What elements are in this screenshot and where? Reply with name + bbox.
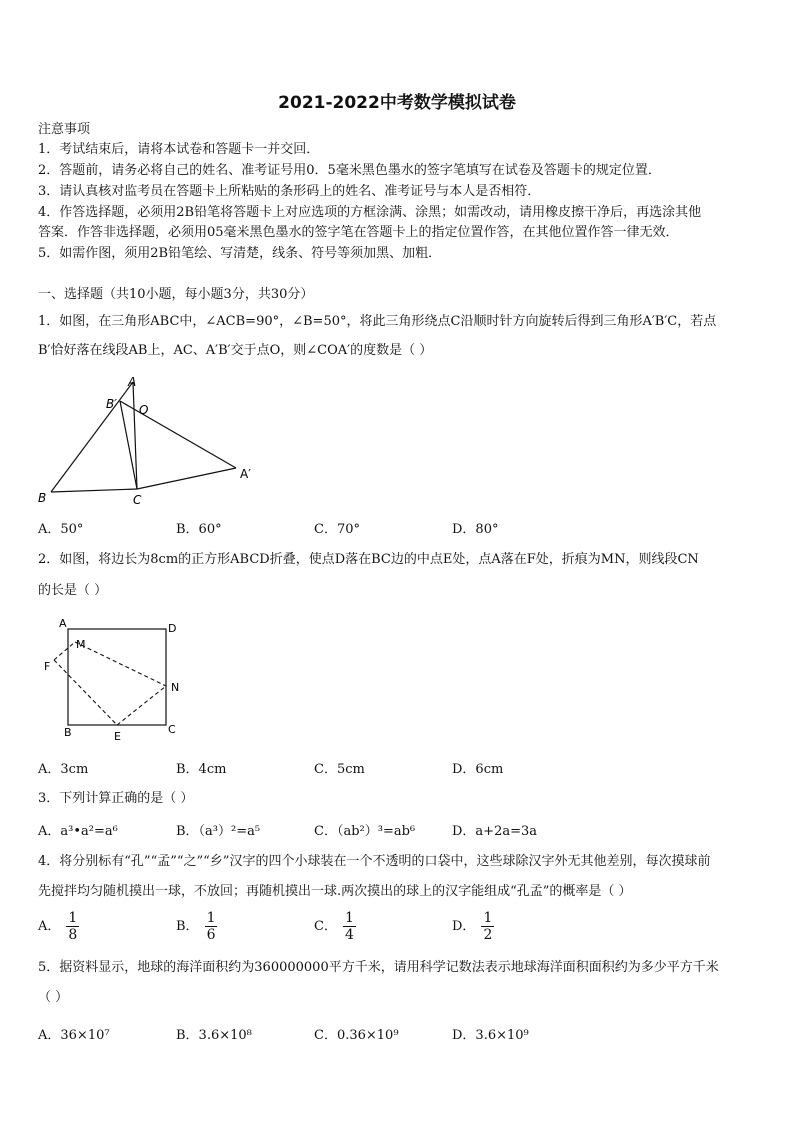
q3-option-a[interactable]: A．a³•a²=a⁶ [38,824,118,839]
notice-item-4-cont: 答案．作答非选择题，必须用05毫米黑色墨水的签字笔在答题卡上的指定位置作答，在其他位置作答一律无效． [38,225,679,240]
q4-option-a[interactable] [38,910,79,943]
segment-bc [51,489,137,492]
q3-option-b[interactable]: B．（a³）²=a⁵ [176,824,261,839]
q5-option-b[interactable]: B．3.6×10⁸ [176,1028,252,1043]
q4-options [38,910,758,950]
label-f: F [44,660,51,673]
q1-option-b[interactable]: B．60° [176,522,222,537]
q1-triangle-figure [36,370,266,510]
page-title: 2021-2022中考数学模拟试卷 [278,93,516,113]
q4-option-a-fraction [66,910,79,943]
q3-stem: 3．下列计算正确的是（ ） [38,791,194,806]
denominator: 2 [483,927,493,943]
segment-b1a1 [120,401,236,468]
label-c: C [168,723,176,736]
fold-line-mn [75,642,166,686]
segment-ba [51,382,133,492]
q5-option-a[interactable]: A．36×10⁷ [38,1028,110,1043]
q4-stem-line2: 先搅拌均匀随机摸出一球，不放回；再随机摸出一球.两次摸出的球上的汉字能组成“孔孟”的概率是（ ） [38,884,632,899]
q4-option-b-label: B． [176,919,199,934]
q1-options [38,518,758,538]
segment-en [117,686,166,725]
q4-option-a-label: A． [38,919,61,934]
q3-options [38,820,758,840]
q3-option-c[interactable]: C．（ab²）³=ab⁶ [314,824,416,839]
q4-option-b-fraction [205,910,218,943]
q5-option-c[interactable]: C．0.36×10⁹ [314,1028,399,1043]
label-a-prime: A′ [240,467,251,481]
segment-fe [54,660,117,725]
denominator: 6 [206,927,216,943]
segment-ca1 [137,468,236,489]
q2-stem-line2: 的长是（ ） [38,583,108,598]
notice-item-3: 3．请认真核对监考员在答题卡上所粘贴的条形码上的姓名、准考证号与本人是否相符． [38,184,541,199]
q2-option-b[interactable]: B．4cm [176,762,227,777]
label-a: A [128,375,137,389]
q4-option-c[interactable] [314,910,356,943]
q5-option-d[interactable]: D．3.6×10⁹ [452,1028,529,1043]
q4-option-b[interactable] [176,910,217,943]
q5-stem-line2: （ ） [38,990,69,1005]
label-b-prime: B′ [106,397,117,411]
numerator: 1 [68,910,78,926]
notice-heading: 注意事项 [38,122,91,137]
q5-options [38,1024,758,1044]
notice-item-5: 5．如需作图，须用2B铅笔绘、写清楚，线条、符号等须加黑、加粗． [38,246,442,261]
label-b: B [64,726,72,739]
q4-option-d[interactable] [452,910,494,943]
label-e: E [114,730,121,743]
label-a: A [59,617,67,630]
numerator: 1 [206,910,216,926]
notice-item-2: 2．答题前，请务必将自己的姓名、准考证号用0．5毫米黑色墨水的签字笔填写在试卷及答题卡的规定位置． [38,163,661,178]
label-n: N [171,681,180,694]
notice-item-4: 4．作答选择题，必须用2B铅笔将答题卡上对应选项的方框涂满、涂黑；如需改动，请用橡皮擦干净后，再选涂其他 [38,205,702,220]
q2-option-c[interactable]: C．5cm [314,762,365,777]
q4-stem-line1: 4．将分别标有“孔”“孟”“之”“乡”汉字的四个小球装在一个不透明的口袋中，这些球除汉字外无其他差别，每次摸球前 [38,854,711,869]
q4-option-c-label: C． [314,919,337,934]
label-m: M [76,638,86,651]
denominator: 8 [68,927,78,943]
denominator: 4 [344,927,354,943]
label-o: O [139,403,149,417]
q1-stem-line2: B′恰好落在线段AB上，AC、A′B′交于点O，则∠COA′的度数是（ ） [38,343,433,358]
q1-stem-line1: 1．如图，在三角形ABC中，∠ACB=90°，∠B=50°，将此三角形绕点C沿顺时针方向旋转后得到三角形A′B′C，若点 [38,314,717,329]
q2-options [38,758,758,778]
numerator: 1 [483,910,493,926]
q5-stem-line1: 5．据资料显示，地球的海洋面积约为360000000平方千米，请用科学记数法表示地球海洋面积面积约为多少平方千米 [38,960,719,975]
notice-item-1: 1．考试结束后，请将本试卷和答题卡一并交回． [38,142,320,157]
q4-option-d-label: D． [452,919,476,934]
q1-option-d[interactable]: D．80° [452,522,499,537]
q2-stem-line1: 2．如图，将边长为8cm的正方形ABCD折叠，使点D落在BC边的中点E处，点A落在F处，折痕为MN，则线段CN [38,552,699,567]
q2-square-figure [40,612,200,744]
q3-option-d[interactable]: D．a+2a=3a [452,824,538,839]
numerator: 1 [344,910,354,926]
q4-option-d-fraction [481,910,494,943]
segment-fm [54,642,75,660]
q1-option-a[interactable]: A．50° [38,522,84,537]
section-heading: 一、选择题（共10小题，每小题3分，共30分） [38,287,314,302]
label-d: D [168,622,177,635]
q2-option-a[interactable]: A．3cm [38,762,89,777]
q2-option-d[interactable]: D．6cm [452,762,504,777]
q1-option-c[interactable]: C．70° [314,522,360,537]
label-c: C [133,493,142,507]
q4-option-c-fraction [343,910,356,943]
label-b: B [38,491,47,505]
